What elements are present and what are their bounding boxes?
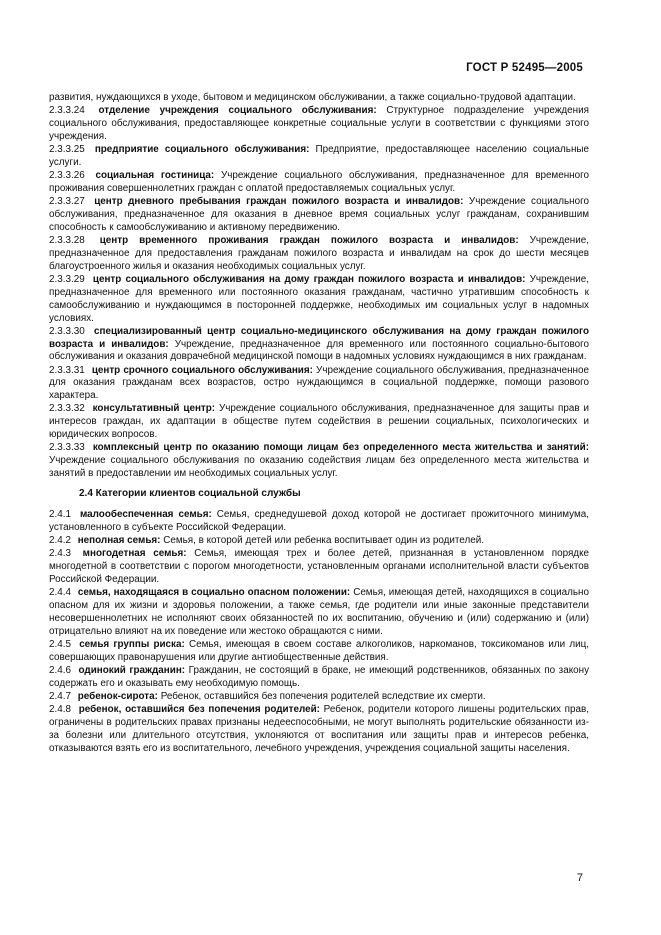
entry-number: 2.3.3.27 bbox=[49, 196, 85, 207]
entry-term: центр временного проживания граждан пожилого возраста и инвалидов: bbox=[99, 234, 519, 246]
entry-2-4-2 bbox=[49, 535, 589, 548]
entry-text: Учреждение, предназначенное для временного или постоянного социально-бытового обслуживания и оказания доврачебной медицинской помощи в надомных условиях нуждающимся в них гражданам. bbox=[49, 338, 590, 363]
entry-text: Семья, в которой детей или ребенка воспитывает один из родителей. bbox=[163, 534, 484, 546]
entry-number: 2.3.3.25 bbox=[49, 144, 85, 155]
entry-term: семья, находящаяся в социально опасном положении: bbox=[77, 586, 351, 598]
entry-2-4-1 bbox=[49, 509, 589, 535]
entry-2-3-3-30 bbox=[49, 326, 589, 365]
section-heading: 2.4 Категории клиентов социальной службы bbox=[79, 488, 301, 500]
entry-term: многодетная семья: bbox=[82, 548, 187, 560]
entry-term: отделение учреждения социального обслуживания: bbox=[98, 105, 377, 117]
entry-term: одинокий гражданин: bbox=[78, 664, 186, 676]
entry-term: социальная гостиница: bbox=[95, 170, 215, 181]
entry-text: Учреждение, предназначенное для предоставления гражданам пожилого возраста и инвалидам на срок до шести месяцев благоустроенного жилья и оказания необходимых социальных услуг. bbox=[49, 234, 589, 272]
entry-term: специализированный центр социально-медицинского обслуживания на дому граждан пожилого возраста и инвалидов: bbox=[49, 325, 589, 350]
entry-2-4-8 bbox=[49, 704, 589, 756]
entry-term: предприятие социального обслуживания: bbox=[94, 144, 310, 155]
entry-text: Семья, среднедушевой доход которой не достигает прожиточного минимума, установленного в субъекте Российской Федерации. bbox=[49, 508, 589, 533]
entry-2-3-3-32 bbox=[49, 403, 589, 442]
entry-number: 2.4.1 bbox=[49, 508, 71, 520]
entry-number: 2.4.2 bbox=[49, 534, 71, 546]
entry-text: Семья, имеющая детей, находящихся в социально опасном для их жизни и здоровья положении, а также семья, где родители или иные законные представители несовершеннолетних не исполняют своих обязанностей по их воспитанию, обучению и (или) содержанию и (или) отрицательно влияют на их поведение или жестоко обращаются с ними. bbox=[49, 586, 590, 637]
entry-number: 2.3.3.30 bbox=[49, 325, 85, 337]
entry-2-4-7 bbox=[49, 691, 589, 704]
entry-number: 2.3.3.26 bbox=[49, 170, 85, 181]
entry-2-4-3 bbox=[49, 548, 589, 587]
entry-text: Структурное подразделение учреждения социального обслуживания, предоставляющее конкретные социальные услуги в соответствии с функциями этого учреждения. bbox=[49, 105, 589, 142]
entry-term: ребенок, оставшийся без попечения родителей: bbox=[78, 703, 320, 715]
entry-text: Учреждение социального обслуживания, предназначенное для оказания гражданам всех возрастов, остро нуждающимся в социальной поддержке, помощи разового характера. bbox=[49, 364, 589, 402]
entry-number: 2.3.3.29 bbox=[49, 273, 85, 285]
entry-2-3-3-25 bbox=[49, 144, 589, 170]
entry-number: 2.4.3 bbox=[49, 548, 71, 560]
entry-2-4-4 bbox=[49, 587, 589, 639]
entry-text: Ребенок, оставшийся без попечения родителей вследствие их смерти. bbox=[160, 690, 486, 702]
entry-term: семья группы риска: bbox=[79, 638, 185, 650]
entry-text: Учреждение социального обслуживания, предназначенное для оказания в дневное время социальных услуг гражданам, сохранившим способность к самообслуживанию и активному передвижению. bbox=[49, 196, 589, 233]
page-number: 7 bbox=[576, 872, 583, 884]
entry-text: Семья, имеющая в своем составе алкоголиков, наркоманов, токсикоманов или лиц, совершающих правонарушения или другие антиобщественные действия. bbox=[49, 638, 590, 663]
entry-term: консультативный центр: bbox=[92, 403, 216, 415]
entry-2-3-3-31 bbox=[49, 365, 589, 404]
entry-text: Учреждение социального обслуживания по оказанию содействия лицам без определенного места жительства и занятий в предоставлении им необходимых социальных услуг. bbox=[49, 455, 589, 480]
intro-paragraph: развития, нуждающихся в уходе, бытовом и медицинском обслуживании, а также социально-трудовой адаптации. bbox=[49, 92, 576, 103]
entry-number: 2.3.3.24 bbox=[49, 105, 85, 117]
entry-term: неполная семья: bbox=[77, 534, 161, 546]
entry-2-3-3-28 bbox=[49, 235, 589, 274]
entry-number: 2.4.6 bbox=[49, 664, 71, 676]
entry-number: 2.3.3.32 bbox=[49, 403, 85, 415]
entry-number: 2.4.7 bbox=[49, 690, 71, 702]
entry-term: центр срочного социального обслуживания: bbox=[91, 364, 313, 376]
entry-number: 2.4.8 bbox=[49, 703, 71, 715]
entry-number: 2.3.3.33 bbox=[49, 442, 85, 454]
entry-text: Гражданин, не состоящий в браке, не имеющий родственников, обязанных по закону содержать его и оказывать ему необходимую помощь. bbox=[49, 664, 590, 689]
entry-term: малообеспеченная семья: bbox=[80, 508, 212, 520]
entry-2-4-6 bbox=[49, 665, 589, 691]
entry-term: центр социального обслуживания на дому граждан пожилого возраста и инвалидов: bbox=[92, 273, 526, 285]
entry-text: Учреждение, предназначенное для временного или постоянного оказания гражданам, частично утратившим способность к самообслуживанию и нуждающимся в посторонней поддержке, необходимых им социальных услуг в надомных условиях. bbox=[49, 273, 589, 324]
entry-number: 2.3.3.28 bbox=[49, 234, 85, 246]
entry-2-3-3-27 bbox=[49, 196, 589, 235]
entry-number: 2.4.5 bbox=[49, 638, 71, 650]
entry-2-3-3-29 bbox=[49, 274, 589, 326]
entry-term: ребенок-сирота: bbox=[77, 690, 158, 702]
entry-text: Предприятие, предоставляющее населению социальные услуги. bbox=[49, 144, 589, 168]
entry-term: комплексный центр по оказанию помощи лицам без определенного места жительства и занятий: bbox=[92, 442, 589, 454]
entry-text: Учреждение социального обслуживания, предназначенное для временного проживания совершеннолетних граждан с оплатой предоставляемых социальных услуг. bbox=[49, 170, 589, 194]
entry-text: Семья, имеющая трех и более детей, признанная в установленном порядке многодетной в соответствии с порогом многодетности, установленным органами исполнительной власти субъектов Российской Федерации. bbox=[49, 548, 589, 585]
entry-number: 2.3.3.31 bbox=[49, 364, 85, 376]
entry-2-3-3-26 bbox=[49, 170, 589, 196]
entry-text: Ребенок, родители которого лишены родительских прав, ограничены в родительских правах признаны недееспособными, не могут выполнять родительские обязанности из-за болезни или длительного отсутствия, уклоняются от воспитания или защиты прав и интересов ребенка, отказываются взять его из воспитательного, лечебного учреждения, учреждения социальной защиты населения. bbox=[49, 703, 589, 754]
entry-2-3-3-33 bbox=[49, 442, 589, 481]
document-body bbox=[49, 92, 589, 756]
entry-text: Учреждение социального обслуживания, предназначенное для защиты прав и интересов граждан, их адаптации в обществе путем содействия в решении социальных, психологических и юридических вопросов. bbox=[49, 403, 590, 441]
standard-title: ГОСТ Р 52495—2005 bbox=[466, 62, 583, 74]
entry-2-3-3-24 bbox=[49, 105, 589, 144]
entry-2-4-5 bbox=[49, 639, 589, 665]
entry-number: 2.4.4 bbox=[49, 586, 71, 598]
entry-term: центр дневного пребывания граждан пожилого возраста и инвалидов: bbox=[94, 196, 464, 207]
